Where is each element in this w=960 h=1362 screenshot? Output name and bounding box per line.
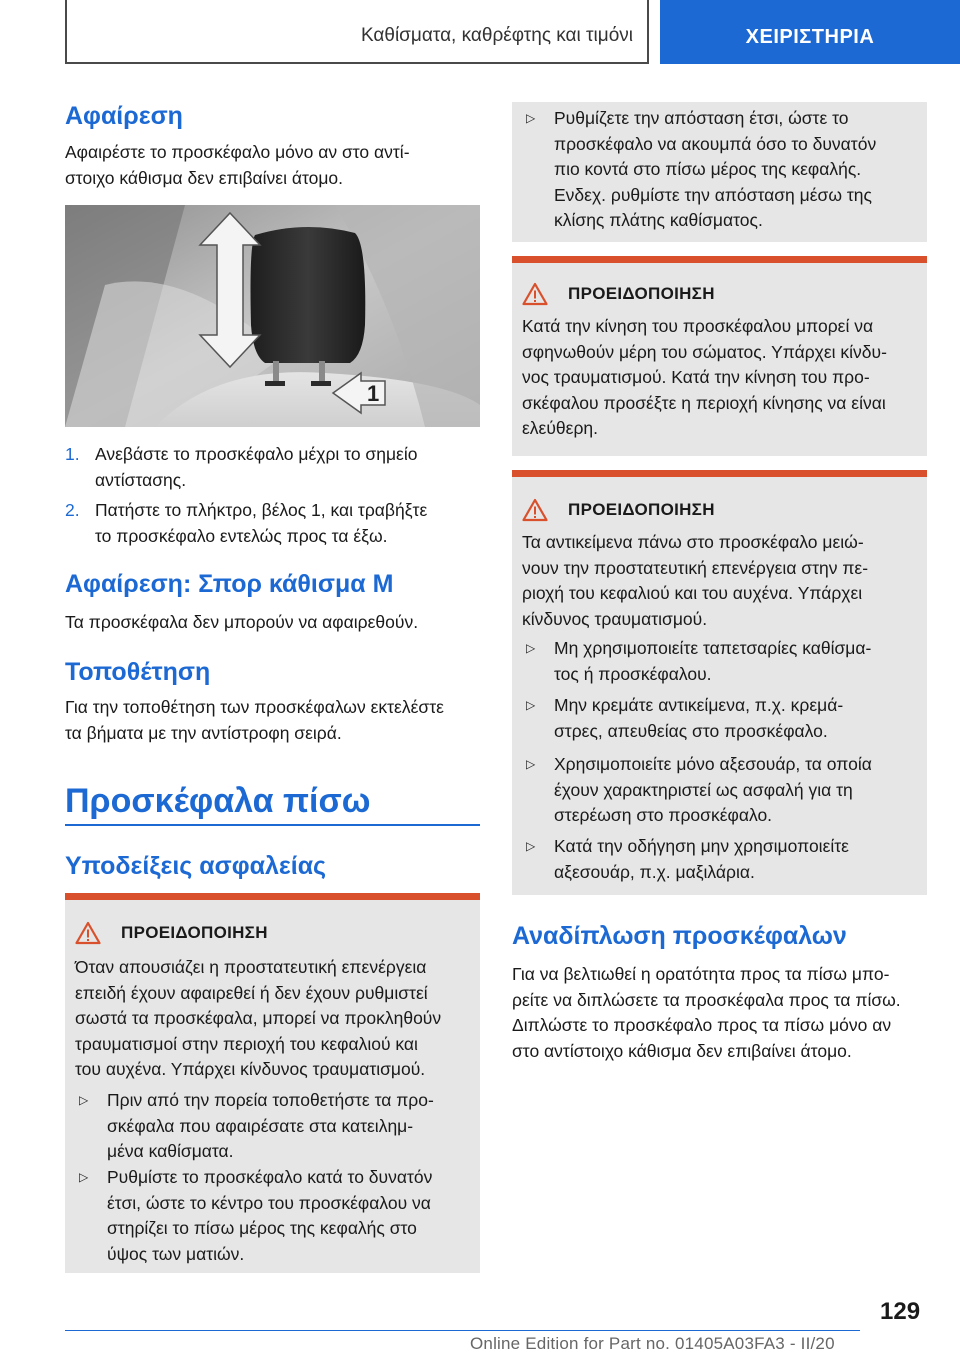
removal-text-line: στοιχο κάθισμα δεν επιβαίνει άτομο. (65, 167, 344, 188)
warning-text (522, 530, 922, 632)
bullet-line: Μην κρεμάτε αντικείμενα, π.χ. κρεμά- (554, 695, 844, 715)
warning-box (512, 470, 927, 895)
warning-header (522, 498, 715, 522)
warning-header (75, 921, 268, 945)
step-text: Ανεβάστε το προσκέφαλο μέχρι το σημείο (95, 444, 418, 464)
warning-line: του αυχένα. Υπάρχει κίνδυνος τραυματισμού. (75, 1059, 426, 1079)
bullet-line: έτσι, ώστε το κέντρο του προσκέφαλου να (107, 1192, 431, 1213)
bullet-line: προσκέφαλο να ακουμπά όσο το δυνατόν (554, 133, 877, 154)
bullet-line: Πριν από την πορεία τοποθετήστε τα προ- (107, 1090, 434, 1110)
warning-line: ελεύθερη. (522, 418, 599, 438)
bullet-triangle-icon: ▷ (526, 757, 536, 771)
bullet-line: ύψος των ματιών. (107, 1243, 245, 1264)
callout-number: 1 (367, 381, 380, 406)
warning-line: Κατά την κίνηση του προσκέφαλου μπορεί να (522, 316, 874, 336)
step-text: Πατήστε το πλήκτρο, βέλος 1, και τραβήξτε (95, 500, 428, 520)
fold-text-line: ρείτε να διπλώσετε τα προσκέφαλα προς τα πίσω. (512, 989, 901, 1010)
warning-triangle-icon (75, 921, 101, 945)
bullet-line: στερέωση στο προσκέφαλο. (554, 805, 773, 825)
bullet-triangle-icon: ▷ (526, 111, 536, 125)
rear-headrests-heading: Προσκέφαλα πίσω (65, 782, 371, 820)
continued-box (512, 102, 927, 242)
removal-heading: Αφαίρεση (65, 102, 183, 130)
warning-line: σωστά τα προσκέφαλα, μπορεί να προκληθούν (75, 1008, 442, 1028)
headrest-illustration (65, 205, 480, 427)
warning-box (65, 893, 480, 1273)
warning-text (522, 314, 922, 442)
warning-bar (512, 470, 927, 477)
bullet-line: στρες, απευθείας στο προσκέφαλο. (554, 720, 828, 741)
install-text-line: Για την τοποθέτηση των προσκέφαλων εκτελέστε (65, 697, 444, 717)
warning-line: Τα αντικείμενα πάνω στο προσκέφαλο μειώ- (522, 532, 864, 552)
warning-line: κίνδυνος τραυματισμού. (522, 608, 708, 629)
install-heading: Τοποθέτηση (65, 658, 211, 686)
warning-triangle-icon (522, 498, 548, 522)
bullet-triangle-icon: ▷ (526, 839, 536, 853)
bullet-line: στηρίζει το πίσω μέρος της κεφαλής στο (107, 1218, 417, 1238)
step-number: 1. (65, 444, 80, 464)
warning-bar (512, 256, 927, 263)
warning-triangle-icon (522, 282, 548, 306)
bullet-line: Κατά την οδήγηση μην χρησιμοποιείτε (554, 836, 849, 856)
step-text: το προσκέφαλο εντελώς προς τα έξω. (95, 525, 388, 546)
section-title: ΧΕΙΡΙΣΤΗΡΙΑ (745, 25, 875, 48)
bullet-line: Ενδεχ. ρυθμίστε την απόσταση μέσω της (554, 184, 872, 205)
bullet-triangle-icon: ▷ (526, 641, 536, 655)
bullet-line: Χρησιμοποιείτε μόνο αξεσουάρ, τα οποία (554, 754, 872, 774)
warning-bar (65, 893, 480, 900)
install-text (65, 695, 480, 746)
warning-label: ΠΡΟΕΙΔΟΠΟΙΗΣΗ (121, 923, 268, 942)
fold-text (512, 962, 932, 1064)
section-tab[interactable] (660, 0, 960, 64)
warning-line: νουν την προστατευτική επενέργεια στην πε- (522, 557, 869, 578)
warning-line: τραυματισμοί στην περιοχή του κεφαλιού και (75, 1033, 418, 1054)
removal-text (65, 140, 480, 191)
warning-line: επειδή έχουν αφαιρεθεί ή δεν έχουν ρυθμιστεί (75, 982, 428, 1003)
fold-text-line: Διπλώστε το προσκέφαλο προς τα πίσω μόνο αν (512, 1015, 892, 1035)
step-text: αντίστασης. (95, 469, 187, 490)
fold-text-line: Για να βελτιωθεί η ορατότητα προς τα πίσω μπο- (512, 964, 890, 984)
footer-rule (65, 1330, 860, 1331)
fold-text-line: στο αντίστοιχο κάθισμα δεν επιβαίνει άτομο. (512, 1040, 852, 1061)
warning-label: ΠΡΟΕΙΔΟΠΟΙΗΣΗ (568, 284, 715, 303)
bullet-line: κλίσης πλάτης καθίσματος. (554, 210, 763, 230)
bullet-line: Μη χρησιμοποιείτε ταπετσαρίες καθίσμα- (554, 638, 872, 658)
warning-line: σφηνωθούν μέρη του σώματος. Υπάρχει κίνδυ- (522, 341, 887, 362)
warning-text (75, 955, 475, 1083)
safety-heading: Υποδείξεις ασφαλείας (65, 852, 327, 880)
fold-heading: Αναδίπλωση προσκέφαλων (512, 922, 847, 950)
warning-line: ριοχή του κεφαλιού και του αυχένα. Υπάρχει (522, 583, 863, 603)
page-number: 129 (880, 1298, 921, 1325)
warning-line: σκέφαλου προσέξτε η περιοχή κίνησης να είναι (522, 392, 886, 413)
heading-rule (65, 824, 480, 826)
warning-header (522, 282, 715, 306)
bullet-line: έχουν χαρακτηριστεί ως ασφαλή για τη (554, 779, 853, 800)
warning-line: Όταν απουσιάζει η προστατευτική επενέργεια (75, 957, 427, 977)
bullet-line: αξεσουάρ, π.χ. μαξιλάρια. (554, 861, 755, 882)
bullet-triangle-icon: ▷ (79, 1170, 89, 1184)
bullet-triangle-icon: ▷ (526, 698, 536, 712)
sport-seat-heading: Αφαίρεση: Σπορ κάθισμα M (65, 570, 394, 598)
install-text-line: τα βήματα με την αντίστροφη σειρά. (65, 722, 342, 743)
bullet-line: μένα καθίσματα. (107, 1141, 234, 1161)
removal-text-line: Αφαιρέστε το προσκέφαλο μόνο αν στο αντί- (65, 142, 410, 162)
step-number: 2. (65, 500, 80, 520)
bullet-line: σκέφαλα που αφαιρέσατε στα κατειλημ- (107, 1115, 414, 1136)
sport-seat-text: Τα προσκέφαλα δεν μπορούν να αφαιρεθούν. (65, 612, 419, 632)
edition-link[interactable]: Online Edition for Part no. 01405A03FA3 - II/20 (470, 1334, 835, 1353)
chapter-title: Καθίσματα, καθρέφτης και τιμόνι (360, 25, 633, 46)
bullet-line: Ρυθμίστε το προσκέφαλο κατά το δυνατόν (107, 1167, 433, 1187)
warning-box (512, 256, 927, 456)
bullet-line: τος ή προσκέφαλου. (554, 663, 712, 684)
bullet-line: Ρυθμίζετε την απόσταση έτσι, ώστε το (554, 108, 849, 128)
chapter-header (65, 0, 649, 64)
bullet-line: πιο κοντά στο πίσω μέρος της κεφαλής. (554, 159, 862, 179)
warning-line: νος τραυματισμού. Κατά την κίνηση του προ- (522, 367, 870, 387)
bullet-triangle-icon: ▷ (79, 1093, 89, 1107)
warning-label: ΠΡΟΕΙΔΟΠΟΙΗΣΗ (568, 500, 715, 519)
